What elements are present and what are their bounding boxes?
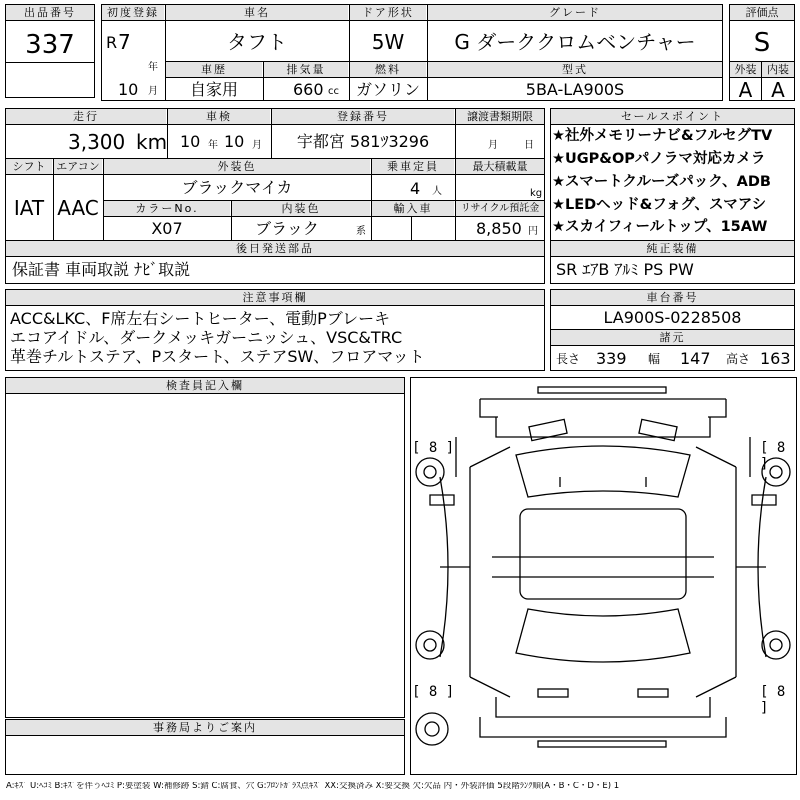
length-label: 長さ (556, 352, 581, 366)
aircon-label: エアコン (54, 159, 102, 174)
ext-color-value: ブラックマイカ (181, 178, 293, 197)
inspection-month: 10 (224, 132, 245, 151)
grade-label: グレード (428, 5, 722, 20)
first-reg-month: 10 (118, 80, 139, 99)
capacity-label: 乗車定員 (372, 159, 454, 174)
color-no-label: カラーNo. (104, 201, 230, 216)
int-color-unit: 系 (356, 226, 366, 237)
exterior-label: 外装 (730, 62, 761, 77)
sales-points-label: セールスポイント (551, 109, 794, 124)
grade-value: G ダーククロムベンチャー (454, 30, 696, 54)
capacity-unit: 人 (432, 186, 442, 197)
transfer-day-unit: 日 (524, 140, 534, 151)
inspection-year: 10 (180, 132, 201, 151)
fuel-value: ガソリン (355, 80, 420, 99)
equipment-value: SR ｴｱB ｱﾙﾐ PS PW (556, 260, 694, 279)
displacement-value: 660 (293, 80, 324, 99)
capacity-value: 4 (410, 179, 421, 198)
history-value: 自家用 (189, 80, 238, 99)
tire-rl: [ 8 ] (412, 684, 455, 700)
width-value: 147 (680, 349, 711, 368)
car-name: タフト (227, 30, 287, 54)
notes-label: 注意事項欄 (6, 290, 544, 305)
chassis-label: 車台番号 (551, 290, 794, 305)
later-parts-label: 後日発送部品 (6, 241, 544, 256)
car-name-label: 車名 (166, 5, 348, 20)
displacement-unit: cc (328, 86, 339, 97)
inspector-label: 検査員記入欄 (6, 378, 404, 393)
first-reg-era: R (106, 33, 118, 52)
width-label: 幅 (648, 352, 661, 366)
color-no-value: X07 (151, 219, 183, 238)
import-label: 輸入車 (372, 201, 454, 216)
recycle-label: リサイクル預託金 (456, 201, 544, 216)
tire-fl: [ 8 ] (412, 440, 455, 456)
inspector-box (5, 377, 405, 718)
sales-point-1: ★社外メモリーナビ&フルセグTV (552, 128, 773, 144)
first-reg-label: 初度登録 (102, 5, 164, 20)
max-load-unit: kg (530, 188, 543, 199)
tire-fr: [ 8 ] (760, 440, 786, 472)
specs-label: 諸元 (551, 330, 794, 345)
int-color-label: 内装色 (232, 201, 370, 216)
later-parts-value: 保証書 車両取説 ﾅﾋﾞ取説 (12, 260, 191, 279)
lot-number: 337 (25, 30, 75, 60)
first-reg-year: 7 (118, 30, 131, 54)
notes-line-1: ACC&LKC、F席左右シートヒーター、電動Pブレーキ (10, 309, 391, 328)
office-label: 事務局よりご案内 (6, 720, 404, 735)
mileage-unit: km (136, 130, 168, 154)
sales-point-3: ★スマートクルーズパック、ADB (552, 174, 771, 190)
inspection-year-unit: 年 (208, 140, 218, 151)
length-value: 339 (596, 349, 627, 368)
max-load-label: 最大積載量 (456, 159, 544, 174)
plate-value: 宇都宮 581ﾂ3296 (296, 132, 430, 151)
lot-label: 出品番号 (6, 5, 94, 20)
score-label: 評価点 (730, 5, 794, 20)
door-type: 5W (371, 30, 405, 54)
tire-rr: [ 8 ] (760, 684, 786, 716)
first-reg-month-unit: 月 (148, 86, 158, 97)
height-value: 163 (760, 349, 791, 368)
recycle-value: 8,850 (476, 219, 522, 238)
interior-label: 内装 (762, 62, 794, 77)
shift-value: IAT (13, 196, 45, 220)
door-label: ドア形状 (350, 5, 426, 20)
exterior-score: A (738, 78, 753, 102)
car-diagram (410, 377, 797, 774)
height-label: 高さ (726, 352, 751, 366)
transfer-month-unit: 月 (488, 140, 498, 151)
sales-point-2: ★UGP&OPパノラマ対応カメラ (552, 151, 766, 167)
aircon-value: AAC (57, 196, 99, 220)
fuel-label: 燃料 (350, 62, 426, 77)
model-label: 型式 (428, 62, 722, 77)
ext-color-label: 外装色 (104, 159, 370, 174)
inspection-label: 車検 (168, 109, 270, 124)
shift-label: シフト (6, 159, 52, 174)
recycle-unit: 円 (528, 226, 538, 237)
notes-line-2: エコアイドル、ダークメッキガーニッシュ、VSC&TRC (10, 328, 403, 347)
legend: A:ｷｽﾞ U:ﾍｺﾐ B:ｷｽﾞを伴うﾍｺﾐ P:要塗装 W:補修跡 S:錆 C:腐食、穴 G:ﾌﾛﾝﾄｶﾞﾗｽ点ｷｽﾞ XX:交換済み X:要交換 欠:欠品 内・外装評価 5段階ﾗﾝｸ順(A・B・C・D・E) 1 (6, 782, 620, 791)
sales-point-4: ★LEDヘッド&フォグ、スマアシ (552, 197, 767, 213)
int-color-value: ブラック (255, 219, 319, 238)
displacement-label: 排気量 (264, 62, 348, 77)
plate-label: 登録番号 (272, 109, 454, 124)
model-value: 5BA-LA900S (525, 80, 625, 99)
mileage-value: 3,300 (68, 130, 126, 154)
history-label: 車歴 (166, 62, 262, 77)
inspection-month-unit: 月 (252, 140, 262, 151)
transfer-label: 譲渡書類期限 (456, 109, 544, 124)
sales-point-5: ★スカイフィールトップ、15AW (552, 219, 768, 235)
mileage-label: 走行 (6, 109, 166, 124)
equipment-label: 純正装備 (551, 241, 794, 256)
interior-score: A (771, 78, 785, 102)
first-reg-year-unit: 年 (148, 62, 158, 73)
chassis-value: LA900S-0228508 (603, 308, 742, 327)
score-value: S (753, 28, 771, 58)
notes-line-3: 革巻チルトステア、Pスタート、ステアSW、フロアマット (10, 347, 425, 366)
